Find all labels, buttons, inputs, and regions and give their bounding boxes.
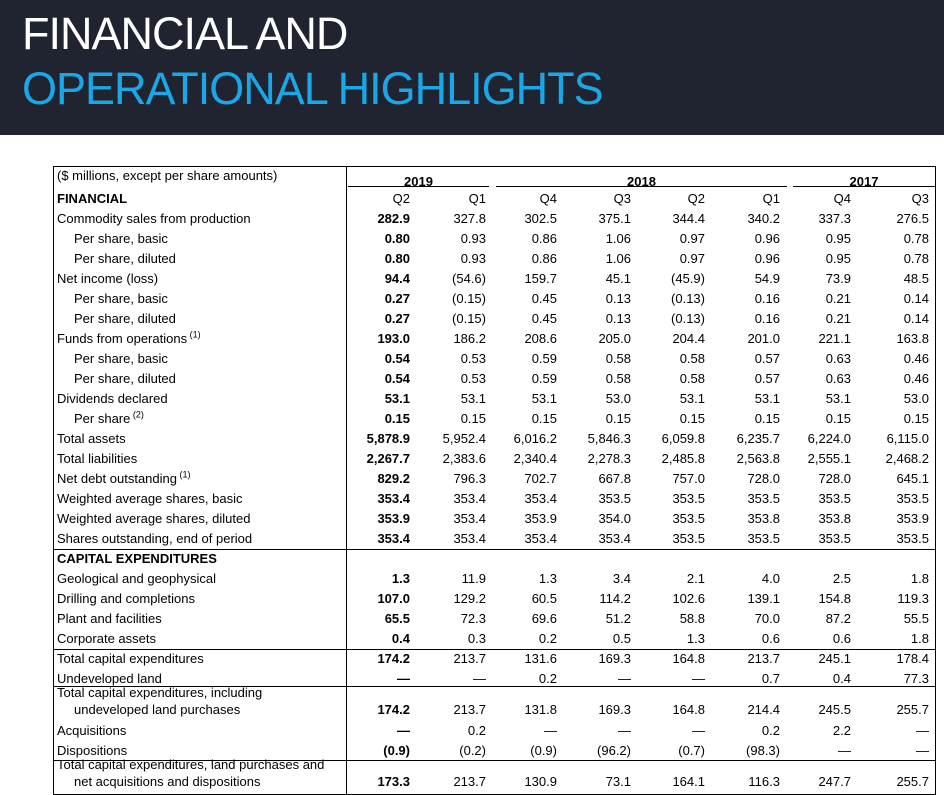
row-label: Per share, diluted (74, 251, 176, 266)
row-value: 344.4 (672, 211, 705, 226)
row-value: 0.97 (679, 231, 705, 246)
row-value: 2,555.1 (807, 451, 851, 466)
row-value: 282.9 (377, 211, 410, 226)
row-value: 0.58 (679, 351, 705, 366)
row-value: 159.7 (524, 271, 557, 286)
row-value: 164.8 (672, 651, 705, 666)
row-label: Dividends declared (57, 391, 168, 406)
row-value: (98.3) (746, 743, 780, 758)
row-value: — (692, 723, 705, 738)
row-value: 0.3 (467, 631, 486, 646)
table-right-border (935, 166, 936, 795)
row-value: 174.2 (377, 702, 410, 717)
row-value: 702.7 (524, 471, 557, 486)
quarter-header: Q2 (392, 191, 410, 206)
row-value: 169.3 (598, 702, 631, 717)
row-value: 2.2 (832, 723, 851, 738)
row-value: 337.3 (818, 211, 851, 226)
row-value: 353.4 (453, 511, 486, 526)
row-label: Shares outstanding, end of period (57, 531, 253, 546)
row-value: 107.0 (377, 591, 410, 606)
row-value: (0.15) (452, 311, 486, 326)
row-value: 796.3 (453, 471, 486, 486)
row-value: 201.0 (747, 331, 780, 346)
quarter-header: Q4 (833, 191, 851, 206)
row-value: 53.1 (679, 391, 705, 406)
row-value: — (397, 723, 410, 738)
row-value: 54.9 (754, 271, 780, 286)
row-value: 757.0 (672, 471, 705, 486)
row-value: 0.5 (612, 631, 631, 646)
row-value: 0.93 (460, 231, 486, 246)
footnote-marker: (2) (130, 409, 144, 420)
row-value: 60.5 (531, 591, 557, 606)
row-value: 0.7 (761, 671, 780, 686)
row-value: 0.15 (754, 411, 780, 426)
row-value: 0.53 (460, 371, 486, 386)
row-label: Per share $^{(2)}$ (74, 409, 144, 426)
row-value: 2.1 (686, 571, 705, 586)
row-value: 353.4 (377, 531, 410, 546)
row-label: Net income (loss) (57, 271, 159, 286)
row-value: 53.0 (903, 391, 929, 406)
row-value: 0.2 (538, 671, 557, 686)
row-value: 0.63 (825, 351, 851, 366)
row-label: Weighted average shares, diluted (57, 511, 251, 526)
row-value: 131.8 (524, 702, 557, 717)
row-value: 2,468.2 (885, 451, 929, 466)
row-value: 0.59 (531, 371, 557, 386)
row-value: 0.97 (679, 251, 705, 266)
row-value: 6,235.7 (736, 431, 780, 446)
row-value: 69.6 (531, 611, 557, 626)
row-value: (0.9) (530, 743, 557, 758)
row-value: 0.80 (384, 251, 410, 266)
row-value: 0.96 (754, 251, 780, 266)
row-value: 53.1 (531, 391, 557, 406)
row-value: 102.6 (672, 591, 705, 606)
row-value: 0.93 (460, 251, 486, 266)
row-value: 353.4 (598, 531, 631, 546)
row-value: 213.7 (453, 774, 486, 789)
row-value: 353.5 (672, 511, 705, 526)
quarter-header: Q2 (687, 191, 705, 206)
row-value: 5,878.9 (366, 431, 410, 446)
row-value: 174.2 (377, 651, 410, 666)
row-value: 5,952.4 (442, 431, 486, 446)
row-label: Geological and geophysical (57, 571, 216, 586)
row-value: 163.8 (896, 331, 929, 346)
row-value: 247.7 (818, 774, 851, 789)
row-value: 2,563.8 (736, 451, 780, 466)
row-value: 340.2 (747, 211, 780, 226)
row-value: 0.54 (384, 351, 410, 366)
row-value: 353.5 (818, 531, 851, 546)
row-label: Commodity sales from production (57, 211, 251, 226)
row-value: 0.63 (825, 371, 851, 386)
table-left-border (53, 166, 54, 795)
row-value: 0.15 (825, 411, 851, 426)
row-value: 353.5 (672, 531, 705, 546)
row-value: 3.4 (612, 571, 631, 586)
row-value: 193.0 (377, 331, 410, 346)
row-value: 0.45 (531, 291, 557, 306)
row-value: 1.8 (910, 631, 929, 646)
row-value: 353.9 (896, 511, 929, 526)
row-value: 353.5 (818, 491, 851, 506)
row-value: 70.0 (754, 611, 780, 626)
row-value: 0.15 (679, 411, 705, 426)
row-value: 0.16 (754, 291, 780, 306)
row-value: 302.5 (524, 211, 557, 226)
row-value: 1.06 (605, 231, 631, 246)
row-value: 0.53 (460, 351, 486, 366)
row-value: 2.5 (832, 571, 851, 586)
financial-highlights-table (53, 166, 936, 795)
row-value: 0.14 (903, 311, 929, 326)
row-value: 6,224.0 (807, 431, 851, 446)
row-value: 353.9 (524, 511, 557, 526)
row-value: 0.21 (825, 311, 851, 326)
row-value: 245.1 (818, 651, 851, 666)
row-value: 0.57 (754, 371, 780, 386)
row-value: 6,016.2 (513, 431, 557, 446)
row-value: 0.58 (605, 371, 631, 386)
row-label: Acquisitions (57, 723, 127, 738)
row-value: 353.5 (747, 491, 780, 506)
row-label: Total capital expenditures (57, 651, 204, 666)
row-value: 77.3 (903, 671, 929, 686)
row-label: Per share, basic (74, 291, 168, 306)
row-value: 73.1 (605, 774, 631, 789)
report-header (0, 0, 944, 135)
quarter-header: Q3 (613, 191, 631, 206)
row-label: Dispositions (57, 743, 128, 758)
row-value: 164.1 (672, 774, 705, 789)
row-value: 0.6 (832, 631, 851, 646)
row-label: Per share, basic (74, 231, 168, 246)
row-value: 0.15 (903, 411, 929, 426)
row-value: 0.27 (384, 311, 410, 326)
header-title-line1: FINANCIAL AND (22, 8, 348, 59)
row-value: 6,059.8 (661, 431, 705, 446)
row-value: 0.59 (531, 351, 557, 366)
row-value: 2,340.4 (513, 451, 557, 466)
row-value: 353.4 (453, 531, 486, 546)
row-value: 53.1 (384, 391, 410, 406)
row-value: 728.0 (747, 471, 780, 486)
header-title-line2: OPERATIONAL HIGHLIGHTS (22, 63, 603, 114)
row-value: — (397, 671, 410, 686)
row-label: Per share, diluted (74, 311, 176, 326)
row-value: 58.8 (679, 611, 705, 626)
row-value: 5,846.3 (587, 431, 631, 446)
row-value: (96.2) (597, 743, 631, 758)
section-separator-line (53, 549, 936, 550)
row-value: 154.8 (818, 591, 851, 606)
section-financial-heading: FINANCIAL (57, 191, 128, 206)
row-value: 204.4 (672, 331, 705, 346)
row-value: 53.0 (605, 391, 631, 406)
row-label: Net debt outstanding $^{(1)}$ (57, 469, 191, 486)
footnote-marker: (1) (187, 329, 201, 340)
row-value: 0.2 (761, 723, 780, 738)
row-value: 353.4 (377, 491, 410, 506)
row-value: 53.1 (825, 391, 851, 406)
row-label (57, 756, 324, 792)
row-value: — (618, 671, 631, 686)
row-value: 65.5 (384, 611, 410, 626)
row-value: — (838, 743, 851, 758)
row-label: Corporate assets (57, 631, 156, 646)
row-value: 353.5 (672, 491, 705, 506)
footnote-marker: (1) (176, 469, 191, 480)
row-value: 0.16 (754, 311, 780, 326)
row-value: — (473, 671, 486, 686)
row-value: 2,278.3 (587, 451, 631, 466)
row-label: Undeveloped land (57, 671, 162, 686)
row-value: 645.1 (896, 471, 929, 486)
row-value: 353.8 (818, 511, 851, 526)
row-value: 208.6 (524, 331, 557, 346)
row-value: 353.8 (747, 511, 780, 526)
year-header-2019: 2019 (404, 174, 433, 189)
row-label: Per share, diluted (74, 371, 176, 386)
row-value: 0.80 (384, 231, 410, 246)
row-label: Funds from operations $^{(1)}$ (57, 329, 201, 346)
year-header-2017: 2017 (849, 174, 879, 189)
row-value: 353.5 (896, 531, 929, 546)
row-value: 0.54 (384, 371, 410, 386)
row-value: 0.4 (391, 631, 410, 646)
row-value: 6,115.0 (886, 431, 929, 446)
row-value: 214.4 (747, 702, 780, 717)
row-value: 131.6 (524, 651, 557, 666)
row-value: 353.5 (896, 491, 929, 506)
quarter-header: Q3 (911, 191, 929, 206)
row-value: 0.45 (531, 311, 557, 326)
row-value: 0.15 (531, 411, 557, 426)
row-value: 0.86 (531, 251, 557, 266)
row-value: 0.46 (903, 351, 929, 366)
row-value: 73.9 (825, 271, 851, 286)
row-value: 0.57 (754, 351, 780, 366)
quarter-header: Q1 (762, 191, 780, 206)
row-value: — (544, 723, 557, 738)
row-value: 53.1 (754, 391, 780, 406)
row-value: 48.5 (903, 271, 929, 286)
row-value: 205.0 (598, 331, 631, 346)
row-value: 0.95 (825, 231, 851, 246)
row-value: 0.2 (467, 723, 486, 738)
row-value: 255.7 (896, 702, 929, 717)
row-value: 173.3 (377, 774, 410, 789)
row-value: 353.5 (747, 531, 780, 546)
row-value: 0.95 (825, 251, 851, 266)
row-value: 53.1 (460, 391, 486, 406)
row-value: 72.3 (460, 611, 486, 626)
row-value: 129.2 (453, 591, 486, 606)
row-value: 354.0 (598, 511, 631, 526)
row-value: 1.3 (538, 571, 557, 586)
row-value: 178.4 (896, 651, 929, 666)
row-value: 2,383.6 (442, 451, 486, 466)
row-value: 728.0 (818, 471, 851, 486)
row-value: 0.96 (754, 231, 780, 246)
row-value: 116.3 (748, 774, 780, 789)
row-value: 353.4 (524, 531, 557, 546)
row-value: 276.5 (896, 211, 929, 226)
row-value: 1.06 (605, 251, 631, 266)
row-value: 353.9 (377, 511, 410, 526)
row-label (57, 684, 262, 720)
row-value: 0.78 (903, 231, 929, 246)
row-value: 0.4 (832, 671, 851, 686)
row-label: Drilling and completions (57, 591, 196, 606)
row-value: 0.15 (605, 411, 631, 426)
row-label-line1: Total capital expenditures, including (57, 685, 263, 700)
row-value: 130.9 (524, 774, 557, 789)
row-value: 87.2 (825, 611, 851, 626)
quarter-header: Q1 (468, 191, 486, 206)
row-value: 164.8 (672, 702, 705, 717)
row-value: 0.27 (384, 291, 410, 306)
row-value: 0.15 (384, 411, 410, 426)
unit-note: ($ millions, except per share amounts) (57, 168, 278, 183)
row-value: 4.0 (761, 571, 780, 586)
row-value: 94.4 (384, 271, 410, 286)
row-value: 1.3 (391, 571, 410, 586)
row-value: (0.7) (678, 743, 705, 758)
row-value: — (692, 671, 705, 686)
row-value: 0.13 (605, 311, 631, 326)
row-value: 0.58 (605, 351, 631, 366)
row-value: — (916, 743, 929, 758)
row-label-line2: net acquisitions and dispositions (74, 774, 261, 789)
row-value: 55.5 (903, 611, 929, 626)
row-value: (54.6) (452, 271, 486, 286)
row-value: 186.2 (453, 331, 486, 346)
row-value: 221.1 (818, 331, 851, 346)
section-capex-heading: CAPITAL EXPENDITURES (57, 551, 217, 566)
row-value: 0.21 (825, 291, 851, 306)
row-value: 245.5 (818, 702, 851, 717)
row-value: 213.7 (453, 702, 486, 717)
row-value: 327.8 (453, 211, 486, 226)
row-value: — (916, 723, 929, 738)
row-value: (0.13) (671, 311, 705, 326)
row-value: 169.3 (598, 651, 631, 666)
row-value: 2,267.7 (366, 451, 410, 466)
quarter-header: Q4 (539, 191, 557, 206)
row-value: 1.8 (910, 571, 929, 586)
row-value: 139.1 (747, 591, 780, 606)
row-value: (0.9) (383, 743, 410, 758)
row-value: 353.4 (453, 491, 486, 506)
row-label-line1: Total capital expenditures, land purchases and (57, 757, 325, 772)
row-value: 255.7 (896, 774, 929, 789)
row-value: 667.8 (598, 471, 631, 486)
row-value: (45.9) (671, 271, 705, 286)
row-value: 0.86 (531, 231, 557, 246)
row-value: 353.4 (524, 491, 557, 506)
row-value: 51.2 (605, 611, 631, 626)
row-value: — (618, 723, 631, 738)
row-value: (0.13) (671, 291, 705, 306)
row-value: 1.3 (686, 631, 705, 646)
row-label: Total liabilities (57, 451, 138, 466)
row-value: (0.2) (459, 743, 486, 758)
row-value: 45.1 (605, 271, 631, 286)
row-value: 0.78 (903, 251, 929, 266)
row-label: Per share, basic (74, 351, 168, 366)
row-value: 353.5 (598, 491, 631, 506)
row-value: 119.3 (897, 591, 929, 606)
row-value: 0.15 (460, 411, 486, 426)
row-value: (0.15) (452, 291, 486, 306)
row-value: 375.1 (598, 211, 631, 226)
row-label: Plant and facilities (57, 611, 162, 626)
row-value: 0.46 (903, 371, 929, 386)
row-value: 0.2 (538, 631, 557, 646)
row-value: 0.6 (761, 631, 780, 646)
row-label: Weighted average shares, basic (57, 491, 243, 506)
row-value: 213.7 (453, 651, 486, 666)
row-value: 829.2 (377, 471, 410, 486)
row-value: 0.58 (679, 371, 705, 386)
row-value: 0.14 (903, 291, 929, 306)
row-label-line2: undeveloped land purchases (74, 702, 241, 717)
row-label: Total assets (57, 431, 126, 446)
row-value: 114.2 (599, 591, 631, 606)
row-value: 213.7 (747, 651, 780, 666)
row-value: 11.9 (461, 571, 486, 586)
year-header-2018: 2018 (627, 174, 656, 189)
row-value: 0.13 (605, 291, 631, 306)
row-value: 2,485.8 (661, 451, 705, 466)
